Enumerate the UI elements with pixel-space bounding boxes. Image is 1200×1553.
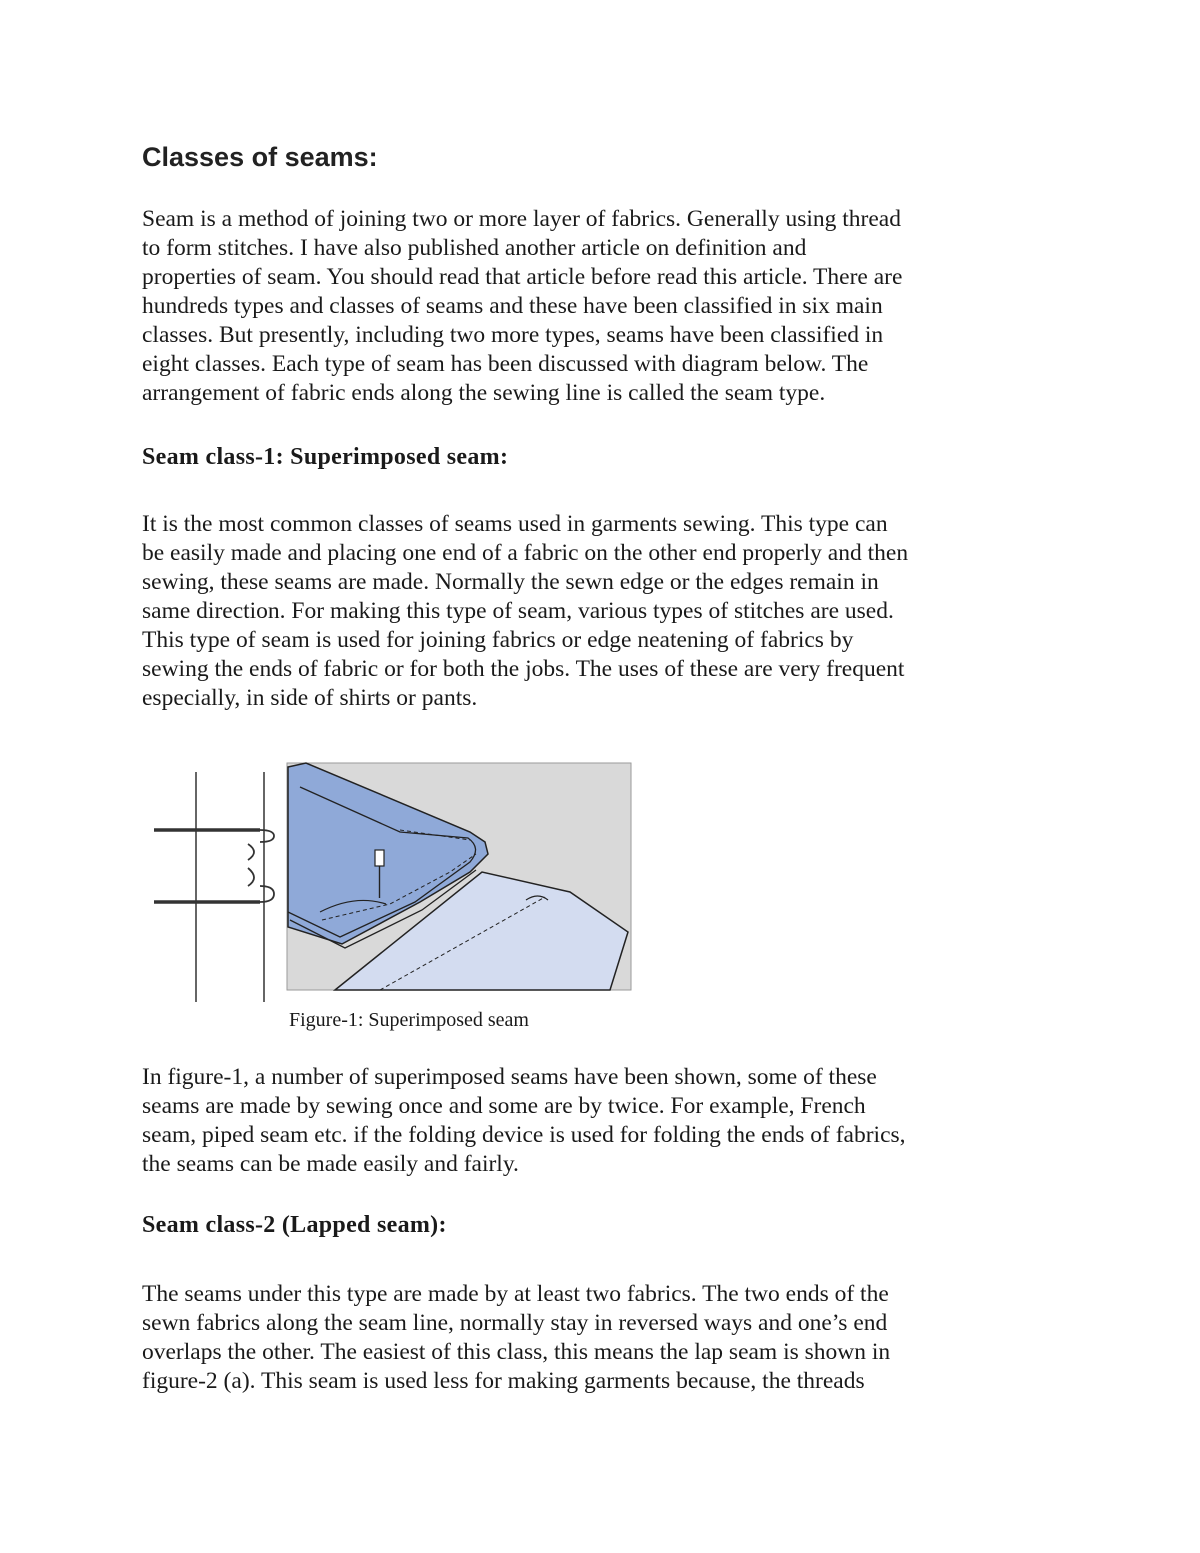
text-line: It is the most common classes of seams used in garments sewing. This type can xyxy=(142,511,888,537)
text-line: the seams can be made easily and fairly. xyxy=(142,1151,519,1177)
text-line: same direction. For making this type of seam, various types of stitches are used. xyxy=(142,598,894,624)
text-line: seams are made by sewing once and some are by twice. For example, French xyxy=(142,1093,866,1119)
text-line: sewn fabrics along the seam line, normally stay in reversed ways and one’s end xyxy=(142,1310,888,1336)
intro-paragraph xyxy=(142,205,1072,408)
seam-schematic xyxy=(154,772,274,1002)
figure-caption: Figure-1: Superimposed seam xyxy=(289,1009,529,1031)
text-line: to form stitches. I have also published another article on definition and xyxy=(142,235,807,261)
text-line: Seam is a method of joining two or more layer of fabrics. Generally using thread xyxy=(142,206,901,232)
text-line: sewing, these seams are made. Normally the sewn edge or the edges remain in xyxy=(142,569,879,595)
text-line: figure-2 (a). This seam is used less for making garments because, the threads xyxy=(142,1368,865,1394)
figure1-explanation-paragraph xyxy=(142,1063,1072,1179)
text-line: properties of seam. You should read that article before read this article. There are xyxy=(142,264,903,290)
section2-heading: Seam class-2 (Lapped seam): xyxy=(142,1212,447,1238)
text-line: classes. But presently, including two more types, seams have been classified in xyxy=(142,322,884,348)
text-line: be easily made and placing one end of a fabric on the other end properly and then xyxy=(142,540,909,566)
text-line: hundreds types and classes of seams and these have been classified in six main xyxy=(142,293,883,319)
text-line: eight classes. Each type of seam has been discussed with diagram below. The xyxy=(142,351,869,377)
text-line: This type of seam is used for joining fabrics or edge neatening of fabrics by xyxy=(142,627,854,653)
text-line: sewing the ends of fabric or for both the jobs. The uses of these are very frequent xyxy=(142,656,905,682)
section1-paragraph xyxy=(142,510,1072,713)
text-line: overlaps the other. The easiest of this class, this means the lap seam is shown in xyxy=(142,1339,891,1365)
seam-illustration xyxy=(287,763,631,990)
superimposed-seam-figure xyxy=(150,762,634,1007)
text-line: The seams under this type are made by at least two fabrics. The two ends of the xyxy=(142,1281,889,1307)
text-line: seam, piped seam etc. if the folding device is used for folding the ends of fabrics, xyxy=(142,1122,906,1148)
section1-heading: Seam class-1: Superimposed seam: xyxy=(142,444,509,470)
text-line: especially, in side of shirts or pants. xyxy=(142,685,478,711)
seam-diagram xyxy=(150,762,634,1007)
text-line: In figure-1, a number of superimposed seams have been shown, some of these xyxy=(142,1064,877,1090)
page-title: Classes of seams: xyxy=(142,142,378,172)
section2-paragraph xyxy=(142,1280,1072,1396)
text-line: arrangement of fabric ends along the sewing line is called the seam type. xyxy=(142,380,826,406)
